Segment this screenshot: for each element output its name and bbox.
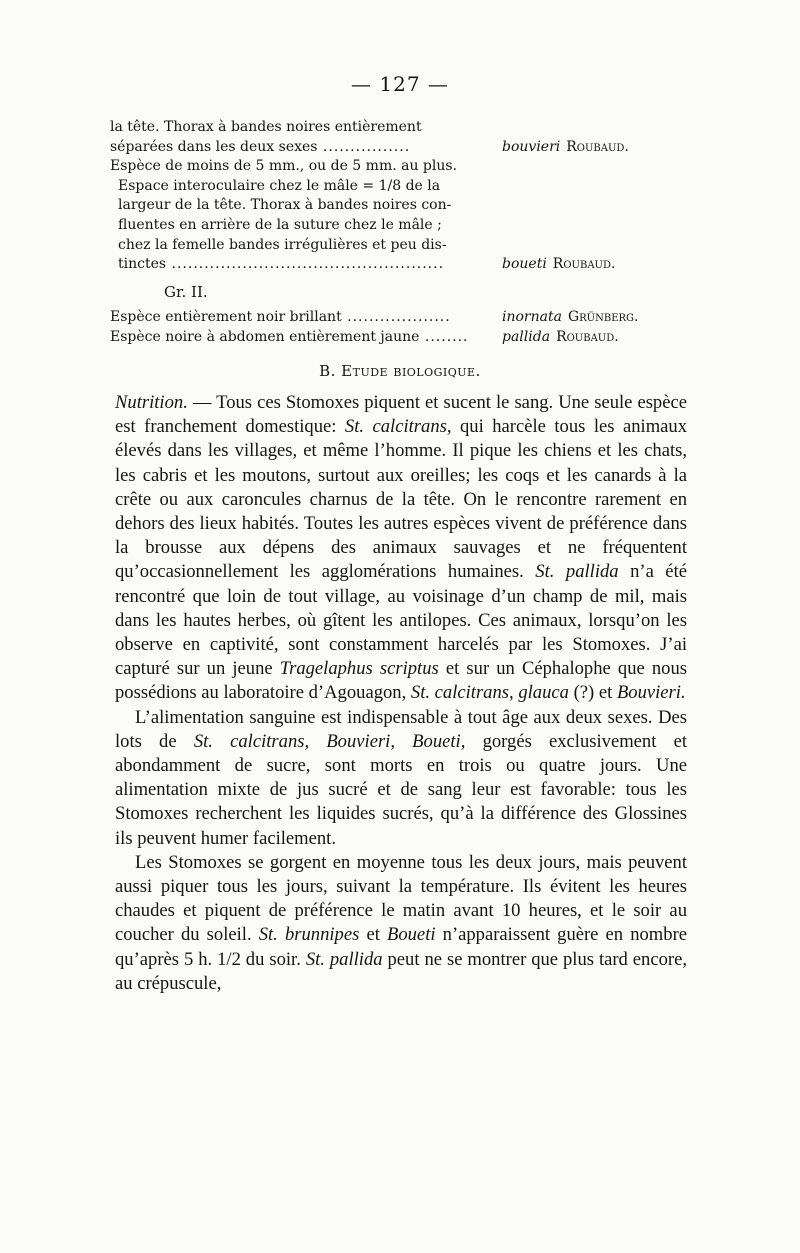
paragraph-alimentation: L’alimentation sanguine est indispensable à tout âge aux deux sexes. Des lots de St. calcitrans, Bouvieri, Boueti, gorgés exclusivement et abondamment de sucre, sont morts en trois ou quatre jours. Une alimentation mixte de jus sucré et de sang leur est favorable: tous les Stomoxes recherchent les liquides sucrés, qu’à la différence des Glossines ils peuvent humer facilement.	[115, 706, 687, 849]
species-author: Roubaud.	[566, 138, 629, 155]
page-number: — 127 —	[351, 72, 449, 96]
key-entry-text: largeur de la tête. Thorax à bandes noires con-	[118, 197, 452, 214]
key-entry	[110, 196, 670, 216]
key-entry-text: Espèce de moins de 5 mm., ou de 5 mm. au plus.	[110, 158, 458, 175]
key-entry	[110, 138, 670, 158]
italic-term: St. brunnipes	[258, 924, 360, 946]
key-entry	[110, 216, 670, 236]
key-entry-text: séparées dans les deux sexes ................	[110, 138, 411, 155]
key-entry	[110, 328, 670, 348]
key-rows-group-2	[110, 308, 670, 347]
key-entry-text: Espèce noire à abdomen entièrement jaune ........	[110, 328, 469, 345]
italic-term: St. pallida	[305, 948, 383, 970]
species-author: Roubaud.	[552, 256, 616, 273]
key-entry-text: chez la femelle bandes irrégulières et peu dis-	[118, 236, 447, 253]
key-rows-group-1	[110, 118, 670, 275]
italic-term: St. calcitrans,	[344, 416, 452, 438]
key-entry-text: la tête. Thorax à bandes noires entièrement	[110, 119, 422, 135]
key-leader-dots: ...................	[341, 309, 451, 326]
identification-key	[110, 118, 670, 348]
key-leader-dots: ................	[317, 138, 411, 155]
italic-term: St. calcitrans, glauca	[410, 682, 569, 704]
species-author: Grünberg.	[567, 309, 639, 326]
italic-term: St. pallida	[535, 561, 619, 583]
species-name: inornata	[502, 309, 562, 326]
italic-term: Tragelaphus scriptus	[279, 658, 439, 680]
key-leader-dots: ........	[419, 328, 469, 345]
paragraph-nutrition: Nutrition. — Tous ces Stomoxes piquent et sucent le sang. Une seule espèce est franchement domestique: St. calcitrans, qui harcèle tous les animaux élevés dans les villages, et même l’homme. Il pique les chiens et les chats, les cabris et les moutons, surtout aux oreilles; les coqs et les canards à la crête ou aux caroncules charnus de la tête. On le rencontre rarement en dehors des lieux habités. Toutes les autres espèces vivent de préférence dans la brousse aux dépens des animaux sauvages et ne fréquentent qu’occasionnellement les agglomérations humaines. St. pallida n’a été rencontré que loin de tout village, au voisinage d’un champ de mil, mais dans les hautes herbes, où gîtent les antilopes. Ces animaux, lorsqu’on les observe en captivité, sont constamment harcelés par les Stomoxes. J’ai capturé sur un jeune Tragelaphus scriptus et sur un Céphalophe que nous possédions au laboratoire d’Agouagon, St. calcitrans, glauca (?) et Bouvieri.	[115, 392, 688, 704]
italic-term: St. calcitrans, Bouvieri, Boueti,	[193, 730, 466, 752]
key-entry-text: Espace interoculaire chez le mâle = 1/8 de la	[118, 177, 441, 194]
key-entry	[110, 157, 670, 177]
species-name: boueti	[502, 256, 547, 273]
key-entry-text: Espèce entièrement noir brillant ...................	[110, 309, 451, 326]
italic-term: Nutrition.	[115, 392, 188, 413]
key-entry	[110, 255, 670, 275]
key-entry	[110, 236, 670, 256]
key-entry-text: tinctes ..................................................	[118, 256, 445, 273]
species-name: pallida	[502, 328, 551, 345]
italic-term: Boueti	[386, 924, 436, 946]
key-leader-dots: ..................................................	[166, 256, 445, 273]
key-entry	[110, 177, 670, 197]
key-entry	[110, 308, 670, 328]
species-name: bouvieri	[502, 138, 561, 155]
key-entry-text: fluentes en arrière de la suture chez le mâle ;	[118, 216, 442, 233]
key-group-label: Gr. II.	[164, 282, 208, 301]
species-author: Roubaud.	[556, 328, 619, 345]
section-heading: B. Etude biologique.	[319, 362, 481, 380]
key-entry	[110, 118, 670, 138]
body-text	[115, 391, 687, 996]
italic-term: Bouvieri.	[616, 682, 686, 704]
paragraph-feeding-times: Les Stomoxes se gorgent en moyenne tous les deux jours, mais peuvent aussi piquer tous les jours, suivant la température. Ils évitent les heures chaudes et piquent de préférence le matin avant 10 heures, et le soir au coucher du soleil. St. brunnipes et Boueti n’apparaissent guère en nombre qu’après 5 h. 1/2 du soir. St. pallida peut ne se montrer que plus tard encore, au crépuscule,	[115, 851, 688, 994]
